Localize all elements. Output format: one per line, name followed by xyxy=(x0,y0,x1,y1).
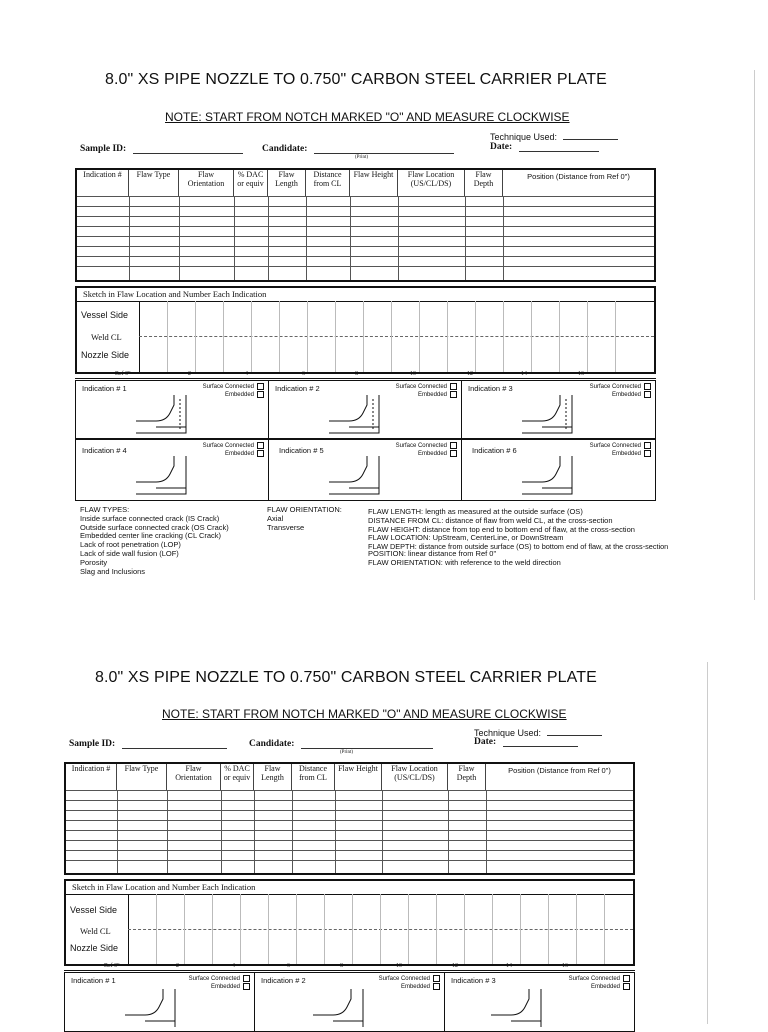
embedded-option[interactable]: Embedded xyxy=(418,391,457,398)
date-line[interactable] xyxy=(519,142,599,152)
header-flaw-orientation: Flaw Orientation xyxy=(179,170,234,196)
header-flaw-depth: Flaw Depth xyxy=(448,764,486,790)
technique-line[interactable] xyxy=(547,727,602,736)
ref-tick: 4 xyxy=(245,371,248,377)
ref-tick: 10 xyxy=(396,963,402,969)
indication-6-label: Indication # 6 xyxy=(472,446,517,455)
checkbox-icon[interactable] xyxy=(433,983,440,990)
embedded-option[interactable]: Embedded xyxy=(591,983,630,990)
ref-tick: 10 xyxy=(410,371,416,377)
indication-1-label: Indication # 1 xyxy=(82,384,127,393)
form-note: NOTE: START FROM NOTCH MARKED "O" AND MEASURE CLOCKWISE xyxy=(165,110,570,124)
list-item: Lack of root penetration (LOP) xyxy=(80,540,181,550)
list-item: DISTANCE FROM CL: distance of flaw from weld CL, at the cross-section xyxy=(368,515,613,525)
sketch-area xyxy=(64,879,635,966)
checkbox-icon[interactable] xyxy=(433,975,440,982)
indication-5-label: Indication # 5 xyxy=(279,446,324,455)
checkbox-icon[interactable] xyxy=(450,450,457,457)
ref-tick: 8 xyxy=(340,963,343,969)
sample-id-line[interactable] xyxy=(122,739,227,749)
header-flaw-location: Flaw Location (US/CL/DS) xyxy=(382,764,448,790)
nozzle-side-label: Nozzle Side xyxy=(81,350,130,360)
technique-label: Technique Used: xyxy=(490,132,558,142)
header-flaw-location: Flaw Location (US/CL/DS) xyxy=(398,170,465,196)
ref-tick: 16 xyxy=(562,963,568,969)
sketch-title: Sketch in Flaw Location and Number Each Indication xyxy=(72,882,256,892)
date-field xyxy=(474,737,578,747)
list-item: FLAW HEIGHT: distance from top end to bottom end of flaw, at the cross-section xyxy=(368,524,635,534)
technique-label: Technique Used: xyxy=(474,728,542,738)
list-item: Outside surface connected crack (OS Crack) xyxy=(80,522,229,532)
ref-tick: 8 xyxy=(355,371,358,377)
indication-2-label: Indication # 2 xyxy=(261,976,306,985)
indication-3-label: Indication # 3 xyxy=(468,384,513,393)
ref-tick: 2 xyxy=(188,371,191,377)
surface-connected-option[interactable]: Surface Connected xyxy=(203,442,264,449)
checkbox-icon[interactable] xyxy=(257,391,264,398)
list-item: Axial xyxy=(267,513,284,523)
header-flaw-height: Flaw Height xyxy=(335,764,382,790)
header-indication: Indication # xyxy=(77,170,129,196)
sample-id-field xyxy=(69,739,227,749)
form-title: 8.0" XS PIPE NOZZLE TO 0.750" CARBON STEEL CARRIER PLATE xyxy=(105,71,607,88)
indication-1-box[interactable] xyxy=(64,972,255,1032)
checkbox-icon[interactable] xyxy=(257,383,264,390)
weld-profile-icon xyxy=(125,987,185,1027)
date-label: Date: xyxy=(474,737,497,747)
list-item: Lack of side wall fusion (LOF) xyxy=(80,548,179,558)
flaw-table xyxy=(75,168,656,282)
candidate-line[interactable] xyxy=(314,144,454,154)
list-item: POSITION: linear distance from Ref 0" xyxy=(368,548,497,558)
flaw-types-list xyxy=(80,506,229,576)
form-note: NOTE: START FROM NOTCH MARKED "O" AND MEASURE CLOCKWISE xyxy=(162,707,567,721)
ref-tick: Ref 0" xyxy=(104,963,120,969)
ref-tick: 16 xyxy=(578,371,584,377)
definitions-list xyxy=(368,508,668,568)
candidate-label: Candidate: xyxy=(249,739,295,749)
technique-line[interactable] xyxy=(563,131,618,140)
indication-4-label: Indication # 4 xyxy=(82,446,127,455)
list-item: FLAW ORIENTATION: with reference to the weld direction xyxy=(368,557,561,567)
header-distance-cl: Distance from CL xyxy=(292,764,335,790)
flaw-orientation-list xyxy=(267,506,342,532)
vessel-side-label: Vessel Side xyxy=(81,310,129,320)
list-item: Slag and Inclusions xyxy=(80,566,146,576)
vessel-side-label: Vessel Side xyxy=(70,905,118,915)
checkbox-icon[interactable] xyxy=(644,391,651,398)
list-item: FLAW LENGTH: length as measured at the outside surface (OS) xyxy=(368,507,583,516)
surface-connected-option[interactable]: Surface Connected xyxy=(590,383,651,390)
indication-3-label: Indication # 3 xyxy=(451,976,496,985)
checkbox-icon[interactable] xyxy=(644,383,651,390)
flaw-types-title: FLAW TYPES: xyxy=(80,505,130,514)
header-flaw-type: Flaw Type xyxy=(117,764,167,790)
indication-2-box[interactable] xyxy=(268,380,462,439)
header-dac: % DAC or equiv xyxy=(234,170,268,196)
surface-connected-option[interactable]: Surface Connected xyxy=(379,975,440,982)
weld-profile-icon xyxy=(136,393,196,438)
checkbox-icon[interactable] xyxy=(450,391,457,398)
list-item: Porosity xyxy=(80,557,108,567)
ref-tick: 6 xyxy=(287,963,290,969)
checkbox-icon[interactable] xyxy=(243,975,250,982)
weld-profile-icon xyxy=(491,987,551,1027)
list-item: FLAW DEPTH: distance from outside surface (OS) to bottom end of flaw, at the cross-section xyxy=(368,542,669,552)
checkbox-icon[interactable] xyxy=(623,983,630,990)
candidate-field xyxy=(249,739,433,749)
ref-tick: 12 xyxy=(467,371,473,377)
technique-used-field xyxy=(490,131,618,142)
form-title: 8.0" XS PIPE NOZZLE TO 0.750" CARBON STEEL CARRIER PLATE xyxy=(95,669,597,686)
ref-tick: 14 xyxy=(506,963,512,969)
header-dac: % DAC or equiv xyxy=(221,764,254,790)
candidate-line[interactable] xyxy=(301,739,433,749)
sample-id-label: Sample ID: xyxy=(69,739,116,749)
surface-connected-option[interactable]: Surface Connected xyxy=(396,442,457,449)
indication-2-box[interactable] xyxy=(254,972,445,1032)
weld-profile-icon xyxy=(522,454,582,500)
header-indication: Indication # xyxy=(66,764,117,790)
list-item: Inside surface connected crack (IS Crack) xyxy=(80,513,220,523)
checkbox-icon[interactable] xyxy=(257,442,264,449)
header-flaw-height: Flaw Height xyxy=(350,170,398,196)
embedded-option[interactable]: Embedded xyxy=(612,450,651,457)
date-label: Date: xyxy=(490,142,513,152)
embedded-option[interactable]: Embedded xyxy=(612,391,651,398)
candidate-label: Candidate: xyxy=(262,144,308,154)
indication-3-box[interactable] xyxy=(444,972,635,1032)
surface-connected-option[interactable]: Surface Connected xyxy=(203,383,264,390)
embedded-option[interactable]: Embedded xyxy=(211,983,250,990)
nozzle-side-label: Nozzle Side xyxy=(70,943,119,953)
weld-profile-icon xyxy=(313,987,373,1027)
candidate-field xyxy=(262,144,454,154)
weld-profile-icon xyxy=(522,393,582,438)
indication-6-box[interactable] xyxy=(461,439,656,501)
indication-5-box[interactable] xyxy=(268,439,462,501)
ref-tick: 14 xyxy=(521,371,527,377)
header-flaw-length: Flaw Length xyxy=(254,764,292,790)
indication-3-box[interactable] xyxy=(461,380,656,439)
surface-connected-option[interactable]: Surface Connected xyxy=(189,975,250,982)
print-label: (Print) xyxy=(355,155,369,160)
checkbox-icon[interactable] xyxy=(644,450,651,457)
surface-connected-option[interactable]: Surface Connected xyxy=(590,442,651,449)
sketch-title: Sketch in Flaw Location and Number Each Indication xyxy=(83,289,267,299)
ref-tick: Ref 0" xyxy=(115,371,131,377)
checkbox-icon[interactable] xyxy=(450,383,457,390)
date-line[interactable] xyxy=(503,737,578,747)
flaw-orientation-title: FLAW ORIENTATION: xyxy=(267,505,342,514)
flaw-table xyxy=(64,762,635,875)
sample-id-field xyxy=(80,144,243,154)
weld-cl-label: Weld CL xyxy=(80,926,111,936)
surface-connected-option[interactable]: Surface Connected xyxy=(569,975,630,982)
checkbox-icon[interactable] xyxy=(644,442,651,449)
embedded-option[interactable]: Embedded xyxy=(225,391,264,398)
ref-tick: 2 xyxy=(176,963,179,969)
weld-profile-icon xyxy=(329,393,389,438)
sample-id-line[interactable] xyxy=(133,144,243,154)
form-page-2 xyxy=(0,592,768,1024)
embedded-option[interactable]: Embedded xyxy=(418,450,457,457)
embedded-option[interactable]: Embedded xyxy=(401,983,440,990)
ref-tick: 6 xyxy=(302,371,305,377)
weld-profile-icon xyxy=(329,454,389,500)
header-flaw-orientation: Flaw Orientation xyxy=(167,764,221,790)
sketch-area xyxy=(75,286,656,374)
ref-tick: 4 xyxy=(232,963,235,969)
indication-4-box[interactable] xyxy=(75,439,269,501)
list-item: Transverse xyxy=(267,522,305,532)
header-flaw-depth: Flaw Depth xyxy=(465,170,503,196)
surface-connected-option[interactable]: Surface Connected xyxy=(396,383,457,390)
checkbox-icon[interactable] xyxy=(623,975,630,982)
indication-1-box[interactable] xyxy=(75,380,269,439)
indication-1-label: Indication # 1 xyxy=(71,976,116,985)
checkbox-icon[interactable] xyxy=(257,450,264,457)
header-position: Position (Distance from Ref 0") xyxy=(508,766,611,775)
checkbox-icon[interactable] xyxy=(243,983,250,990)
header-position: Position (Distance from Ref 0") xyxy=(527,172,630,181)
list-item: FLAW LOCATION: UpStream, CenterLine, or DownStream xyxy=(368,533,564,543)
ref-tick: 12 xyxy=(452,963,458,969)
embedded-option[interactable]: Embedded xyxy=(225,450,264,457)
header-flaw-length: Flaw Length xyxy=(268,170,306,196)
date-field xyxy=(490,142,599,152)
sample-id-label: Sample ID: xyxy=(80,144,127,154)
list-item: Embedded center line cracking (CL Crack) xyxy=(80,531,222,541)
weld-cl-label: Weld CL xyxy=(91,332,122,342)
checkbox-icon[interactable] xyxy=(450,442,457,449)
weld-profile-icon xyxy=(136,454,196,500)
header-flaw-type: Flaw Type xyxy=(129,170,179,196)
indication-2-label: Indication # 2 xyxy=(275,384,320,393)
header-distance-cl: Distance from CL xyxy=(306,170,350,196)
print-label: (Print) xyxy=(340,750,354,755)
